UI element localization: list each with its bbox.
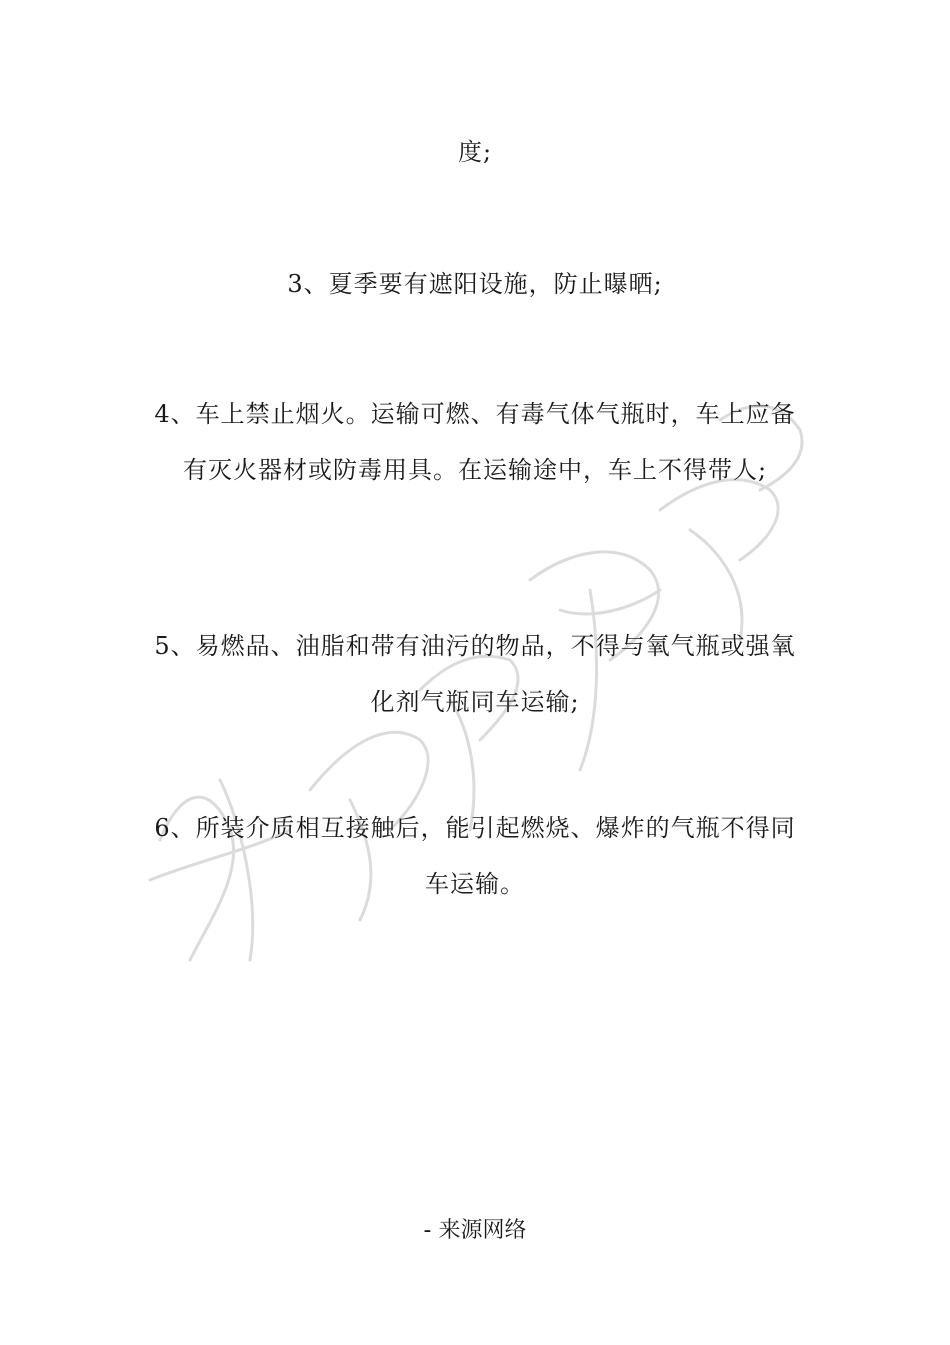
page-footer: - 来源网络 — [423, 1218, 527, 1243]
paragraph-item-5: 5、易燃品、油脂和带有油污的物品，不得与氧气瓶或强氧化剂气瓶同车运输; — [154, 632, 796, 716]
paragraph-item-6: 6、所装介质相互接触后，能引起燃烧、爆炸的气瓶不得同车运输。 — [154, 814, 796, 898]
paragraph-continuation: 度; — [457, 138, 493, 166]
paragraph-item-3: 3、夏季要有遮阳设施，防止曝晒; — [287, 270, 663, 298]
paragraph-item-4: 4、车上禁止烟火。运输可燃、有毒气体气瓶时，车上应备有灭火器材或防毒用具。在运输途中，车上不得带人; — [154, 400, 796, 484]
